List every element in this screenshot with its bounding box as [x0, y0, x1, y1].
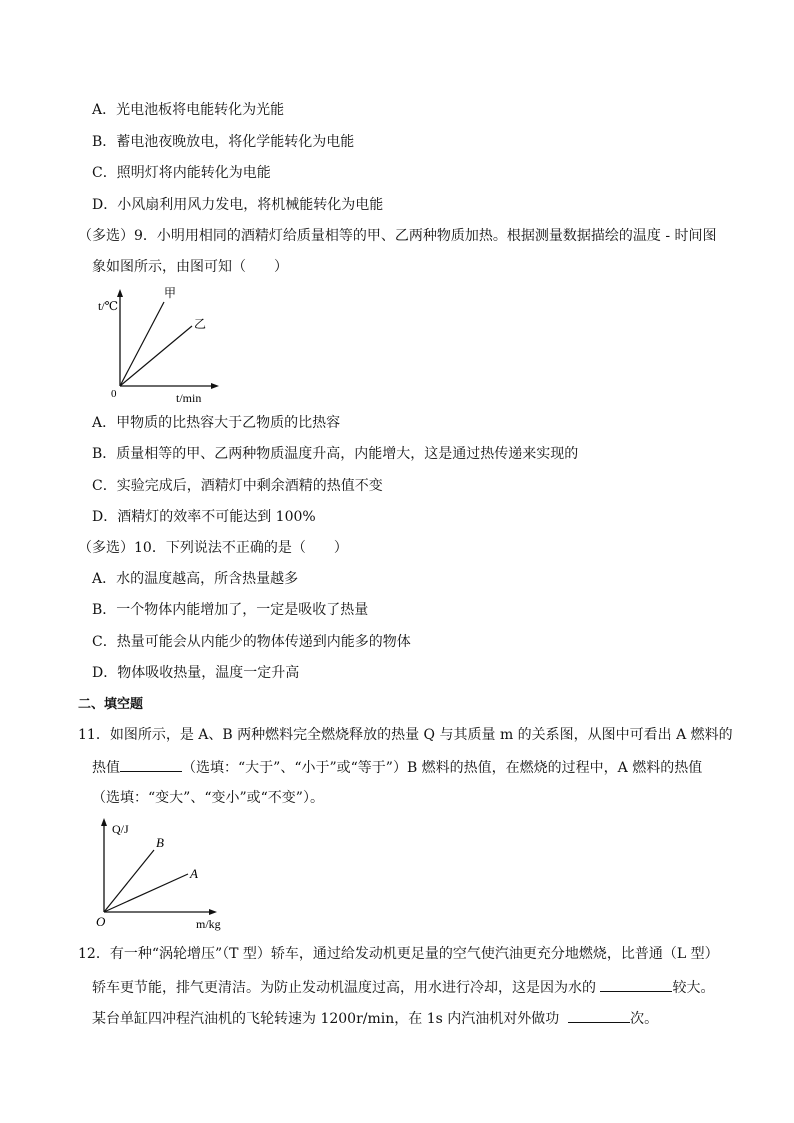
q9-y-label: t/℃	[98, 299, 119, 313]
q8-option-b: B．蓄电池夜晚放电，将化学能转化为电能	[92, 134, 355, 150]
q11-line3-text: （选填：“变大”、“变小”或“不变”）。	[92, 790, 324, 806]
q11-line3	[92, 789, 324, 807]
q9-x-axis-arrow	[211, 383, 219, 389]
q11-x-label: m/kg	[196, 917, 221, 931]
q11-line2-end: （选填：“大于”、“小于”或“等于”）B 燃料的热值，在燃烧的过程中，A 燃料的热值	[182, 760, 703, 776]
q9-line-yi	[120, 326, 192, 386]
q12-line3-end: 次。	[630, 1011, 659, 1027]
q9-line-jia	[120, 302, 164, 386]
q9-x-label: t/min	[176, 391, 202, 405]
q11-y-axis-arrow	[101, 818, 107, 826]
q12-answer-blank-1[interactable]	[600, 977, 672, 992]
q9-origin-label: 0	[111, 388, 117, 400]
q10-option-d: D．物体吸收热量，温度一定升高	[92, 665, 300, 681]
q10-stem: （多选）10．下列说法不正确的是（ ）	[78, 540, 348, 556]
q9-temperature-time-graph	[90, 280, 230, 408]
q11-line-b	[104, 850, 154, 912]
q11-line2	[92, 757, 702, 777]
q11-y-label: Q/J	[112, 822, 129, 836]
q11-answer-blank-1[interactable]	[120, 757, 182, 772]
q11-label-b: B	[156, 835, 164, 850]
q12-line1: 12．有一种“涡轮增压”（T 型）轿车，通过给发动机更足量的空气使汽油更充分地燃烧，比普通（L 型）	[78, 946, 719, 962]
q12-line3	[92, 1008, 658, 1028]
q10-option-c: C．热量可能会从内能少的物体传递到内能多的物体	[92, 634, 411, 650]
q11-heat-mass-graph	[92, 814, 232, 934]
q8-option-d: D．小风扇利用风力发电，将机械能转化为电能	[92, 197, 384, 213]
q9-stem-line2: 象如图所示，由图可知（ ）	[92, 259, 288, 275]
q12-answer-blank-2[interactable]	[568, 1008, 630, 1023]
q10-option-b: B．一个物体内能增加了，一定是吸收了热量	[92, 602, 369, 618]
q8-option-a: A．光电池板将电能转化为光能	[92, 102, 285, 118]
q9-option-b: B．质量相等的甲、乙两种物质温度升高，内能增大，这是通过热传递来实现的	[92, 446, 579, 462]
q11-line1: 11．如图所示，是 A、B 两种燃料完全燃烧释放的热量 Q 与其质量 m 的关系图，从图中可看出 A 燃料的	[78, 727, 733, 743]
q9-stem-line1: （多选）9．小明用相同的酒精灯给质量相等的甲、乙两种物质加热。根据测量数据描绘的温度 - 时间图	[78, 228, 717, 244]
q11-label-a: A	[190, 866, 198, 881]
q12-line2	[92, 977, 714, 997]
q9-label-yi: 乙	[194, 317, 207, 331]
q9-y-axis-arrow	[117, 289, 123, 297]
section-heading-fill-in: 二、填空题	[78, 697, 144, 712]
q11-x-axis-arrow	[209, 909, 217, 915]
q9-option-a: A．甲物质的比热容大于乙物质的比热容	[92, 415, 341, 431]
q12-line2-end: 较大。	[672, 980, 715, 996]
q9-label-jia: 甲	[164, 286, 177, 300]
q10-option-a: A．水的温度越高，所含热量越多	[92, 571, 299, 587]
q9-option-d: D．酒精灯的效率不可能达到 100%	[92, 509, 316, 525]
q11-origin-label: O	[96, 914, 106, 929]
q12-line3-start: 某台单缸四冲程汽油机的飞轮转速为 1200r/min，在 1s 内汽油机对外做功	[92, 1011, 560, 1027]
q11-line-a	[104, 874, 188, 912]
q8-option-c: C．照明灯将内能转化为电能	[92, 165, 271, 181]
q9-option-c: C．实验完成后，酒精灯中剩余酒精的热值不变	[92, 478, 383, 494]
q12-line2-start: 轿车更节能，排气更清洁。为防止发动机温度过高，用水进行冷却，这是因为水的	[92, 980, 596, 996]
q11-line2-start: 热值	[92, 760, 120, 776]
